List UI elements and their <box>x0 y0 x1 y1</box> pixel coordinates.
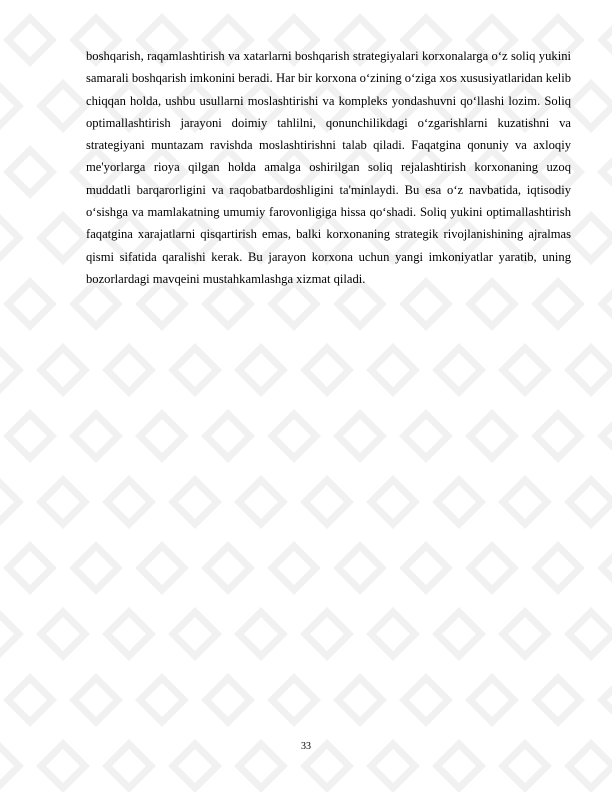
diamond-watermark-icon <box>602 18 612 62</box>
diamond-watermark-icon <box>74 546 118 590</box>
diamond-watermark-icon <box>470 546 514 590</box>
page-number: 33 <box>301 741 311 752</box>
diamond-watermark-icon <box>470 678 514 722</box>
diamond-watermark-icon <box>140 414 184 458</box>
diamond-watermark-icon <box>239 612 283 656</box>
diamond-watermark-icon <box>8 678 52 722</box>
diamond-watermark-icon <box>602 414 612 458</box>
diamond-watermark-icon <box>569 612 612 656</box>
diamond-watermark-icon <box>437 612 481 656</box>
diamond-watermark-icon <box>272 678 316 722</box>
diamond-watermark-icon <box>41 348 85 392</box>
diamond-watermark-icon <box>404 678 448 722</box>
diamond-watermark-icon <box>602 678 612 722</box>
diamond-watermark-icon <box>503 612 547 656</box>
diamond-watermark-icon <box>536 678 580 722</box>
diamond-watermark-icon <box>140 678 184 722</box>
diamond-watermark-icon <box>173 348 217 392</box>
diamond-watermark-icon <box>569 84 612 128</box>
diamond-watermark-icon <box>173 480 217 524</box>
diamond-watermark-icon <box>206 678 250 722</box>
diamond-watermark-icon <box>602 150 612 194</box>
diamond-watermark-icon <box>272 546 316 590</box>
diamond-watermark-icon <box>503 348 547 392</box>
diamond-watermark-icon <box>206 414 250 458</box>
diamond-watermark-icon <box>74 678 118 722</box>
diamond-watermark-icon <box>305 348 349 392</box>
diamond-watermark-icon <box>8 414 52 458</box>
diamond-watermark-icon <box>602 282 612 326</box>
diamond-watermark-icon <box>602 546 612 590</box>
diamond-watermark-icon <box>437 480 481 524</box>
diamond-watermark-icon <box>569 216 612 260</box>
diamond-watermark-icon <box>8 546 52 590</box>
diamond-watermark-icon <box>437 348 481 392</box>
diamond-watermark-icon <box>272 414 316 458</box>
diamond-watermark-icon <box>569 480 612 524</box>
diamond-watermark-icon <box>41 84 85 128</box>
diamond-watermark-icon <box>371 348 415 392</box>
diamond-watermark-icon <box>503 480 547 524</box>
diamond-watermark-icon <box>8 150 52 194</box>
diamond-watermark-icon <box>8 282 52 326</box>
diamond-watermark-icon <box>74 414 118 458</box>
diamond-watermark-icon <box>0 348 19 392</box>
diamond-watermark-icon <box>305 612 349 656</box>
diamond-watermark-icon <box>338 414 382 458</box>
diamond-watermark-icon <box>206 546 250 590</box>
diamond-watermark-icon <box>0 84 19 128</box>
body-paragraph: boshqarish, raqamlashtirish va xatarlarni boshqarish strategiyalari korxonalarga o‘z soliq yukini samarali boshqarish imkonini beradi. Har bir korxona o‘zining o‘ziga xos xususiyatlaridan kelib chiqqan holda, ushbu usullarni moslashtirishi va kompleks yondashuvni qo‘llashi lozim. Soliq optimallashtirish jarayoni doimiy tahlilni, qonunchilikdagi o‘zgarishlarni kuzatishni va strategiyani muntazam ravishda moslashtirishni talab qiladi. Faqatgina qonuniy va axloqiy me'yorlarga rioya qilgan holda amalga oshirilgan soliq rejalashtirish korxonaning uzoq muddatli barqarorligini va raqobatbardoshligini ta'minlaydi. Bu esa o‘z navbatida, iqtisodiy o‘sishga va mamlakatning umumiy farovonligiga hissa qo‘shadi. Soliq yukini optimallashtirish faqatgina xarajatlarni qisqartirish emas, balki korxonaning strategik rivojlanishining ajralmas qismi sifatida qaralishi kerak. Bu jarayon korxona uchun yangi imkoniyatlar yaratib, uning bozorlardagi mavqeini mustahkamlashga xizmat qiladi. <box>86 49 571 286</box>
diamond-watermark-icon <box>536 414 580 458</box>
diamond-watermark-icon <box>107 612 151 656</box>
diamond-watermark-icon <box>173 612 217 656</box>
diamond-watermark-icon <box>338 546 382 590</box>
diamond-watermark-icon <box>404 546 448 590</box>
diamond-watermark-icon <box>569 348 612 392</box>
diamond-watermark-icon <box>0 612 19 656</box>
diamond-watermark-icon <box>0 480 19 524</box>
diamond-watermark-icon <box>371 612 415 656</box>
diamond-watermark-icon <box>0 216 19 260</box>
diamond-watermark-icon <box>41 612 85 656</box>
diamond-watermark-icon <box>107 480 151 524</box>
diamond-watermark-icon <box>338 678 382 722</box>
diamond-watermark-icon <box>8 18 52 62</box>
diamond-watermark-icon <box>107 348 151 392</box>
diamond-watermark-icon <box>305 480 349 524</box>
diamond-watermark-icon <box>371 480 415 524</box>
diamond-watermark-icon <box>41 216 85 260</box>
diamond-watermark-icon <box>404 414 448 458</box>
diamond-watermark-icon <box>140 546 184 590</box>
diamond-watermark-icon <box>470 414 514 458</box>
diamond-watermark-icon <box>239 480 283 524</box>
diamond-watermark-icon <box>41 480 85 524</box>
diamond-watermark-icon <box>536 546 580 590</box>
diamond-watermark-icon <box>239 348 283 392</box>
